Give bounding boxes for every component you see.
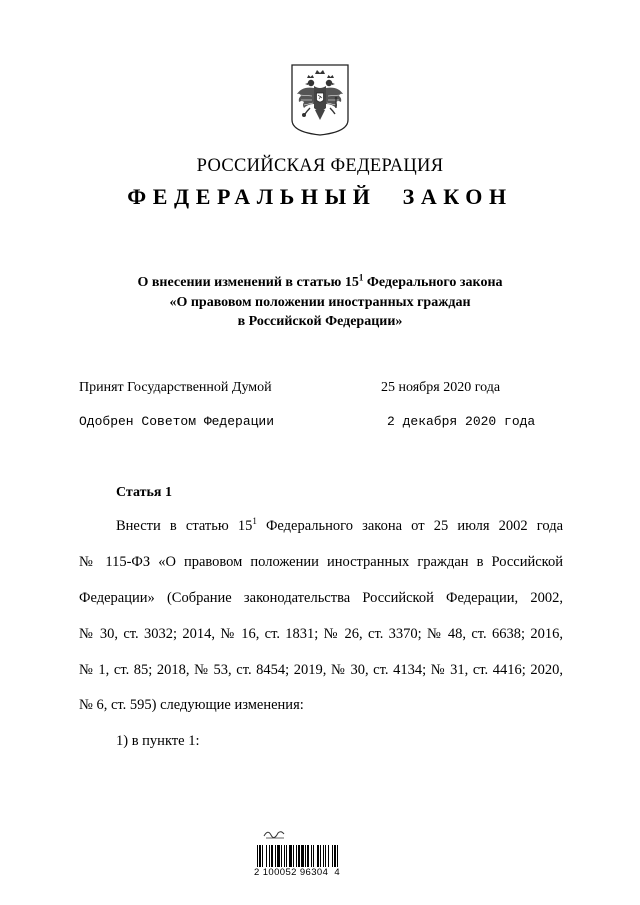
- barcode-bar: [305, 845, 306, 867]
- barcode-number: 2 100052 96304 4: [254, 867, 341, 878]
- barcode-bar: [266, 845, 267, 867]
- barcode-bar: [275, 845, 276, 867]
- barcode-bar: [296, 845, 297, 867]
- coat-of-arms-emblem: [288, 62, 352, 136]
- barcode-bar: [307, 845, 309, 867]
- barcode-bar: [257, 845, 258, 867]
- point-1-text: 1) в пункте 1:: [116, 733, 200, 749]
- barcode-bar: [301, 845, 304, 867]
- adoption-council-label: Одобрен Советом Федерации: [79, 414, 275, 429]
- barcode-bar: [313, 845, 314, 867]
- barcode-bar: [323, 845, 324, 867]
- article-text-line-6: № 6, ст. 595) следующие изменения:: [79, 697, 304, 713]
- barcode-bar: [284, 845, 285, 867]
- law-title: [0, 273, 640, 332]
- article-heading: Статья 1: [116, 485, 172, 500]
- article-text-line-1: Внести в статью $15^1$ Федерального закона от 25 июля 2002 года: [116, 516, 564, 534]
- barcode-bar: [317, 845, 319, 867]
- adoption-duma-date: 25 ноября 2020 года: [381, 380, 501, 395]
- barcode-bar: [337, 845, 338, 867]
- article-text-line-4: № 30, ст. 3032; 2014, № 16, ст. 1831; № 26, ст. 3370; № 48, ст. 6638; 2016,: [79, 626, 563, 642]
- barcode-bar: [277, 845, 280, 867]
- law-title-line-1: О внесении изменений в статью $15^1$ Федерального закона: [137, 272, 503, 290]
- barcode: [256, 845, 378, 867]
- article-text-line-2: № 115-ФЗ «О правовом положении иностранных граждан в Российской: [79, 554, 563, 570]
- barcode-bar: [334, 845, 336, 867]
- barcode-bar: [262, 845, 263, 867]
- adoption-council-date: 2 декабря 2020 года: [387, 414, 536, 429]
- barcode-bar: [311, 845, 312, 867]
- barcode-bar: [259, 845, 261, 867]
- document-type: ФЕДЕРАЛЬНЫЙ ЗАКОН: [127, 184, 513, 209]
- barcode-bar: [328, 845, 329, 867]
- country-name: РОССИЙСКАЯ ФЕДЕРАЦИЯ: [196, 156, 444, 176]
- law-title-line-2: «О правовом положении иностранных граждан: [169, 294, 471, 310]
- barcode-bar: [286, 845, 287, 867]
- signature-mark-icon: [262, 827, 288, 839]
- barcode-bar: [269, 845, 270, 867]
- adoption-duma-label: Принят Государственной Думой: [79, 380, 272, 395]
- barcode-bar: [281, 845, 282, 867]
- barcode-bar: [325, 845, 326, 867]
- barcode-bar: [289, 845, 292, 867]
- barcode-bar: [293, 845, 294, 867]
- article-text-line-5: № 1, ст. 85; 2018, № 53, ст. 8454; 2019, № 30, ст. 4134; № 31, ст. 4416; 2020,: [79, 662, 563, 678]
- barcode-bar: [298, 845, 300, 867]
- article-text-line-3: Федерации» (Собрание законодательства Российской Федерации, 2002,: [79, 590, 563, 606]
- barcode-bar: [332, 845, 333, 867]
- barcode-bar: [271, 845, 273, 867]
- law-title-line-3: в Российской Федерации»: [237, 314, 403, 329]
- barcode-bar: [320, 845, 321, 867]
